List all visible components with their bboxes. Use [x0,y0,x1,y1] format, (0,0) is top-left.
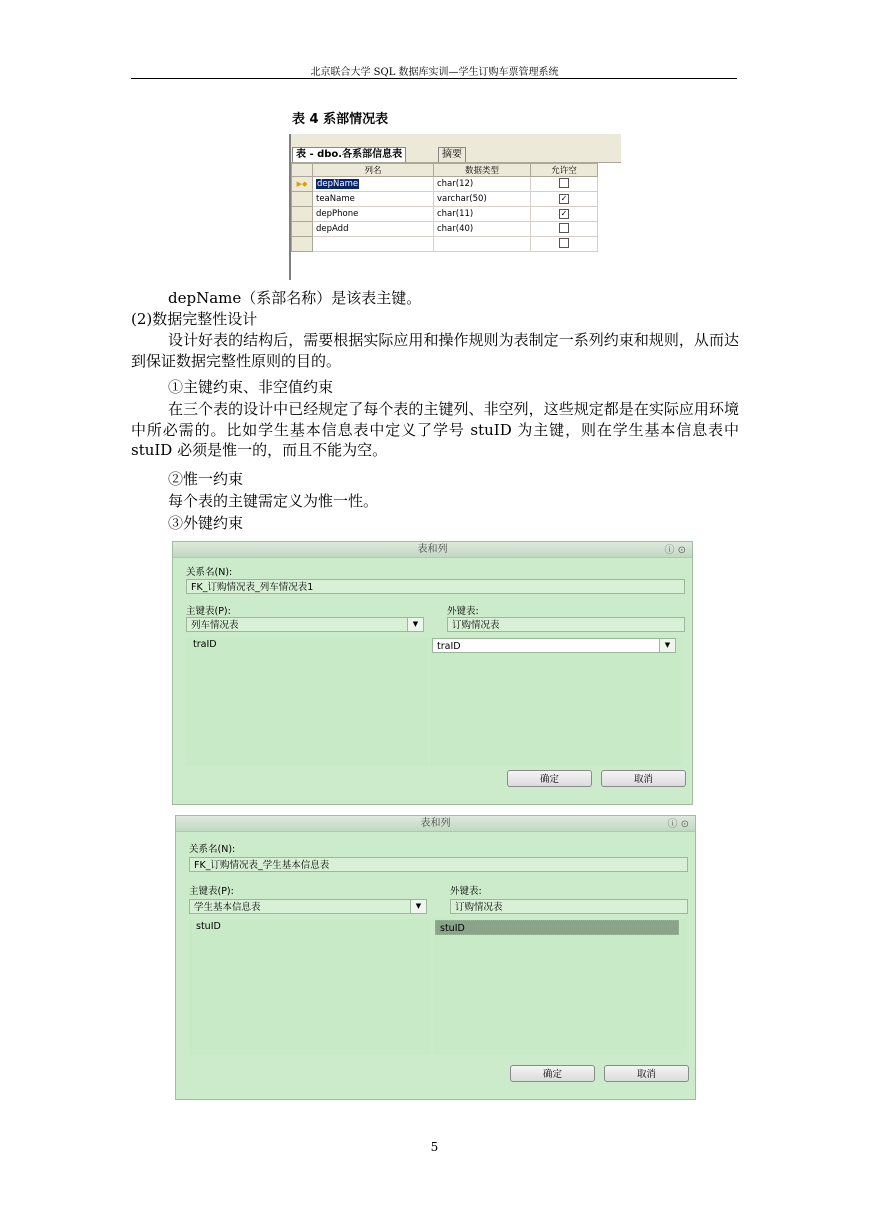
table-row[interactable] [292,222,598,237]
chevron-down-icon[interactable]: ▼ [407,618,423,631]
pk-column-item[interactable]: traID [193,639,217,650]
column-header-nullable: 允许空 [531,164,598,177]
data-type-cell[interactable]: char(11) [434,207,531,222]
pk-table-select[interactable]: 列车情况表 ▼ [186,617,424,632]
fk-column-select[interactable]: traID ▼ [432,638,676,653]
column-name-cell[interactable]: teaName [313,192,434,207]
allow-null-cell[interactable] [531,237,598,252]
table-row[interactable] [292,177,598,192]
tab-summary[interactable]: 摘要 [438,147,466,162]
allow-null-cell[interactable] [531,222,598,237]
relation-name-label: 关系名(N): [186,567,233,578]
fk-table-label: 外键表: [450,886,482,897]
row-selector[interactable] [292,222,313,237]
chevron-down-icon[interactable]: ▼ [659,639,675,652]
section-heading-integrity: (2)数据完整性设计 [131,310,258,328]
relation-name-input[interactable]: FK_订购情况表_列车情况表1 [186,579,685,594]
row-selector[interactable] [292,207,313,222]
heading-unique: ②惟一约束 [168,470,244,488]
header-rule [131,78,737,79]
data-type-cell[interactable] [434,237,531,252]
column-header-name: 列名 [313,164,434,177]
dialog-title: 表和列 ⓘ ⊙ [176,816,695,832]
paragraph-integrity-intro: 设计好表的结构后，需要根据实际应用和操作规则为表制定一系列约束和规则，从而达到保证数据完整性原则的目的。 [131,331,739,370]
pk-table-label: 主键表(P): [189,886,234,897]
allow-null-checkbox[interactable]: ✓ [560,194,568,203]
allow-null-checkbox[interactable] [559,238,569,248]
allow-null-checkbox[interactable]: ✓ [560,209,568,218]
fk-table-field: 订购情况表 [447,617,685,632]
row-selector-header [292,164,313,177]
cancel-button[interactable]: 取消 [604,1065,689,1082]
column-name-cell[interactable]: depPhone [313,207,434,222]
ok-button[interactable]: 确定 [507,770,592,787]
table-row[interactable] [292,192,598,207]
tab-table-design[interactable]: 表 - dbo.各系部信息表 [292,147,406,162]
pk-table-select[interactable]: 学生基本信息表 ▼ [189,899,427,914]
column-name-cell[interactable] [313,237,434,252]
paragraph-primary-key: depName（系部名称）是该表主键。 [168,289,422,307]
running-header: 北京联合大学 SQL 数据库实训—学生订购车票管理系统 [310,67,559,78]
allow-null-cell[interactable] [531,192,598,207]
cancel-button[interactable]: 取消 [601,770,686,787]
heading-pk-notnull: ①主键约束、非空值约束 [168,378,334,396]
pk-columns-pane [189,919,431,1055]
designer-tabbar [289,134,621,163]
paragraph-unique: 每个表的主键需定义为惟一性。 [168,492,379,510]
allow-null-cell[interactable] [531,177,598,192]
chevron-down-icon[interactable]: ▼ [410,900,426,913]
column-grid [291,163,598,252]
table-row[interactable] [292,207,598,222]
page-number: 5 [430,1140,439,1154]
table-row[interactable] [292,237,598,252]
primary-key-icon: ▶◆ [292,177,313,192]
table-caption: 表 4 系部情况表 [292,112,389,127]
allow-null-checkbox[interactable] [559,223,569,233]
help-close-icons[interactable]: ⓘ ⊙ [667,819,689,830]
pk-column-item[interactable]: stuID [196,921,221,932]
row-selector[interactable] [292,192,313,207]
designer-left-border [289,134,291,280]
heading-foreign-key: ③外键约束 [168,514,244,532]
relation-name-label: 关系名(N): [189,844,236,855]
pk-table-label: 主键表(P): [186,606,231,617]
help-close-icons[interactable]: ⓘ ⊙ [664,545,686,556]
tables-columns-dialog-2 [175,815,696,1100]
fk-columns-pane [430,637,682,765]
allow-null-cell[interactable] [531,207,598,222]
paragraph-pk-notnull: 在三个表的设计中已经规定了每个表的主键列、非空列，这些规定都是在实际应用环境中所必需的。比如学生基本信息表中定义了学号 stuID 为主键，则在学生基本信息表中 stuID 必须是惟一的，而且不能为空。 [131,400,739,459]
row-selector[interactable] [292,237,313,252]
fk-table-label: 外键表: [447,606,479,617]
pk-columns-pane [186,637,428,765]
column-name-cell[interactable]: depName [313,177,434,192]
fk-columns-pane [433,919,685,1055]
relation-name-input[interactable]: FK_订购情况表_学生基本信息表 [189,857,688,872]
table-designer-screenshot [289,134,621,280]
dialog-title: 表和列 ⓘ ⊙ [173,542,692,558]
fk-column-select[interactable]: stuID [435,920,679,935]
data-type-cell[interactable]: varchar(50) [434,192,531,207]
data-type-cell[interactable]: char(40) [434,222,531,237]
data-type-cell[interactable]: char(12) [434,177,531,192]
column-header-type: 数据类型 [434,164,531,177]
fk-table-field: 订购情况表 [450,899,688,914]
tables-columns-dialog-1 [172,541,693,805]
column-name-cell[interactable]: depAdd [313,222,434,237]
allow-null-checkbox[interactable] [559,178,569,188]
ok-button[interactable]: 确定 [510,1065,595,1082]
